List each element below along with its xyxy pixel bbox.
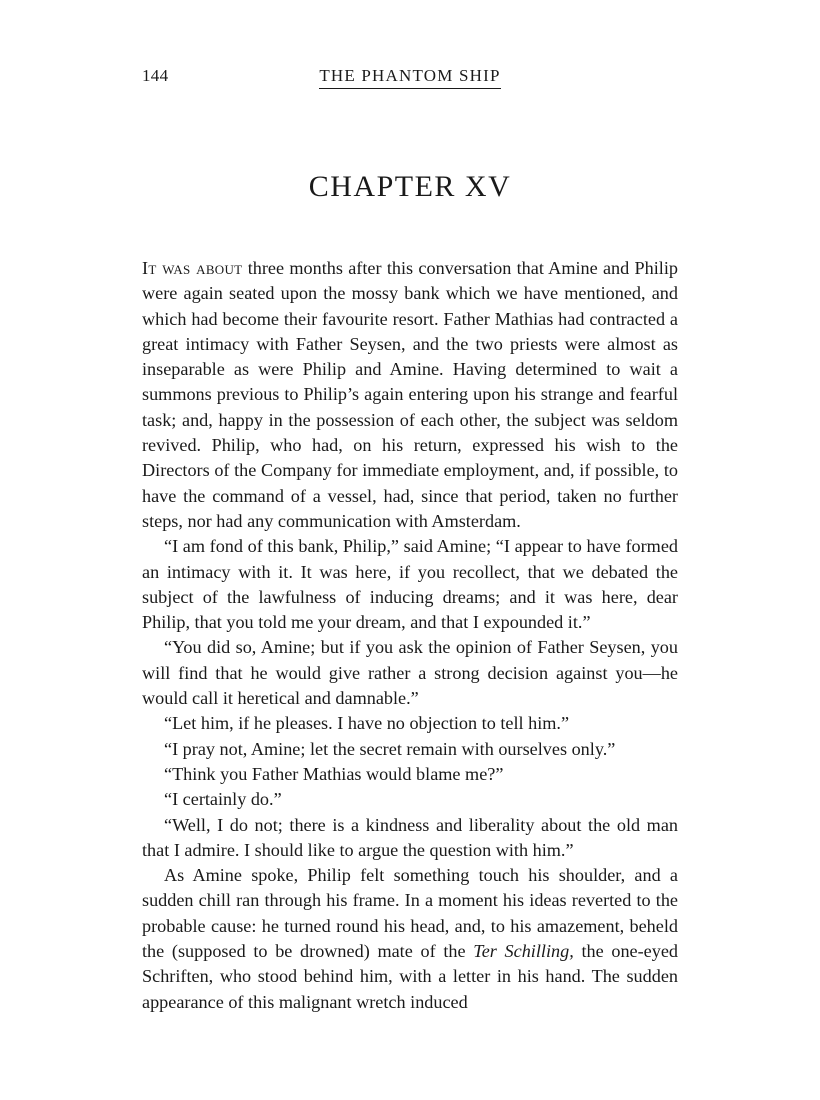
running-title-text: THE PHANTOM SHIP (319, 66, 500, 89)
ship-name: Ter Schilling, (473, 941, 574, 962)
paragraph-9-after: the one-eyed Schriften, who stood behind him, with a letter in his hand. The sudden appearance of this malignant wretch induced (142, 941, 679, 1012)
running-head (142, 66, 678, 92)
paragraph-5: “I pray not, Amine; let the secret remain with ourselves only.” (164, 738, 616, 759)
chapter-body (142, 256, 678, 1015)
paragraph-2: “I am fond of this bank, Philip,” said Amine; “I appear to have formed an intimacy with it. It was here, if you recollect, that we debated the subject of the lawfulness of inducing dreams; and it was here, dear Philip, that you told me your dream, and that I expounded it.” (142, 536, 678, 633)
paragraph-9 (142, 863, 678, 1015)
opening-words: It was about (142, 258, 243, 278)
paragraph-1-text: three months after this conversation that Amine and Philip were again seated upon the mossy bank which we have mentioned, and which had become their favourite resort. Father Mathias had contracted a great intimacy with Father Seysen, and the two priests were almost as inseparable as were Philip and Amine. Having determined to wait a summons previous to Philip’s again entering upon his strange and fearful task; and, happy in the possession of each other, the subject was seldom revived. Philip, who had, on his return, expressed his wish to the Directors of the Company for immediate employment, and, if possible, to have the command of a vessel, had, since that period, taken no further steps, nor had any communication with Amsterdam. (142, 258, 678, 531)
running-title (142, 66, 678, 89)
page-number: 144 (142, 66, 169, 85)
paragraph-7: “I certainly do.” (164, 789, 282, 810)
paragraph-8: “Well, I do not; there is a kindness and liberality about the old man that I admire. I should like to argue the question with him.” (142, 814, 678, 860)
paragraph-1 (142, 256, 678, 534)
paragraph-9-before: As Amine spoke, Philip felt something touch his shoulder, and a sudden chill ran through his frame. In a moment his ideas reverted to the probable cause: he turned round his head, and, to his amazement, beheld the (supposed to be drowned) mate of the (142, 865, 678, 962)
paragraph-3: “You did so, Amine; but if you ask the opinion of Father Seysen, you will find that he would give rather a strong decision against you—he would call it heretical and damnable.” (142, 637, 678, 709)
paragraph-4: “Let him, if he pleases. I have no objection to tell him.” (164, 713, 570, 734)
chapter-title: CHAPTER XV (308, 170, 512, 203)
paragraph-6: “Think you Father Mathias would blame me?” (164, 763, 504, 784)
